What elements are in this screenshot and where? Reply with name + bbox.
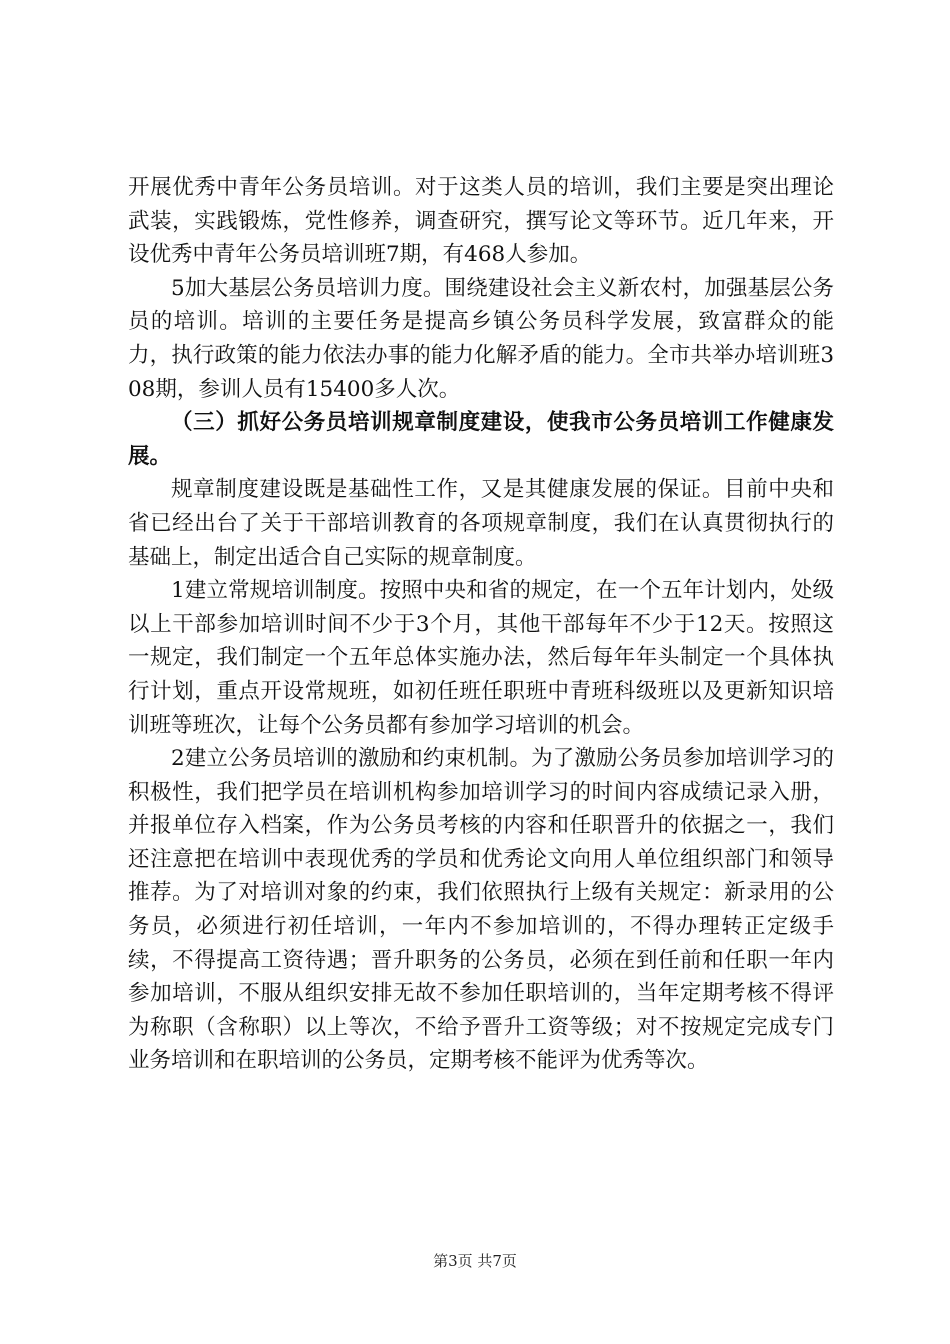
- paragraph-item-5: 5加大基层公务员培训力度。围绕建设社会主义新农村，加强基层公务员的培训。培训的主要任务是提高乡镇公务员科学发展，致富群众的能力，执行政策的能力依法办事的能力化解矛盾的能力。全市共举办培训班308期，参训人员有15400多人次。: [128, 275, 834, 402]
- paragraph-intro: 规章制度建设既是基础性工作，又是其健康发展的保证。目前中央和省已经出台了关于干部培训教育的各项规章制度，我们在认真贯彻执行的基础上，制定出适合自己实际的规章制度。: [128, 477, 834, 570]
- page-footer: [0, 1251, 950, 1271]
- paragraph-item-1: 1建立常规培训制度。按照中央和省的规定，在一个五年计划内，处级以上干部参加培训时间不少于3个月，其他干部每年不少于12天。按照这一规定，我们制定一个五年总体实施办法，然后每年年头制定一个具体执行计划，重点开设常规班，如初任班任职班中青班科级班以及更新知识培训班等班次，让每个公务员都有参加学习培训的机会。: [128, 578, 834, 738]
- page-number: 第3页 共7页: [433, 1252, 517, 1270]
- document-body: [128, 171, 834, 1078]
- paragraph-item-2: 2建立公务员培训的激励和约束机制。为了激励公务员参加培训学习的积极性，我们把学员在培训机构参加培训学习的时间内容成绩记录入册，并报单位存入档案，作为公务员考核的内容和任职晋升的依据之一，我们还注意把在培训中表现优秀的学员和优秀论文向用人单位组织部门和领导推荐。为了对培训对象的约束，我们依照执行上级有关规定：新录用的公务员，必须进行初任培训，一年内不参加培训的，不得办理转正定级手续，不得提高工资待遇；晋升职务的公务员，必须在到任前和任职一年内参加培训，不服从组织安排无故不参加任职培训的，当年定期考核不得评为称职（含称职）以上等次，不给予晋升工资等级；对不按规定完成专门业务培训和在职培训的公务员，定期考核不能评为优秀等次。: [128, 746, 834, 1074]
- section-heading: （三）抓好公务员培训规章制度建设，使我市公务员培训工作健康发展。: [128, 410, 834, 469]
- paragraph-continuation: 开展优秀中青年公务员培训。对于这类人员的培训，我们主要是突出理论武装，实践锻炼，党性修养，调查研究，撰写论文等环节。近几年来，开设优秀中青年公务员培训班7期，有468人参加。: [128, 175, 834, 268]
